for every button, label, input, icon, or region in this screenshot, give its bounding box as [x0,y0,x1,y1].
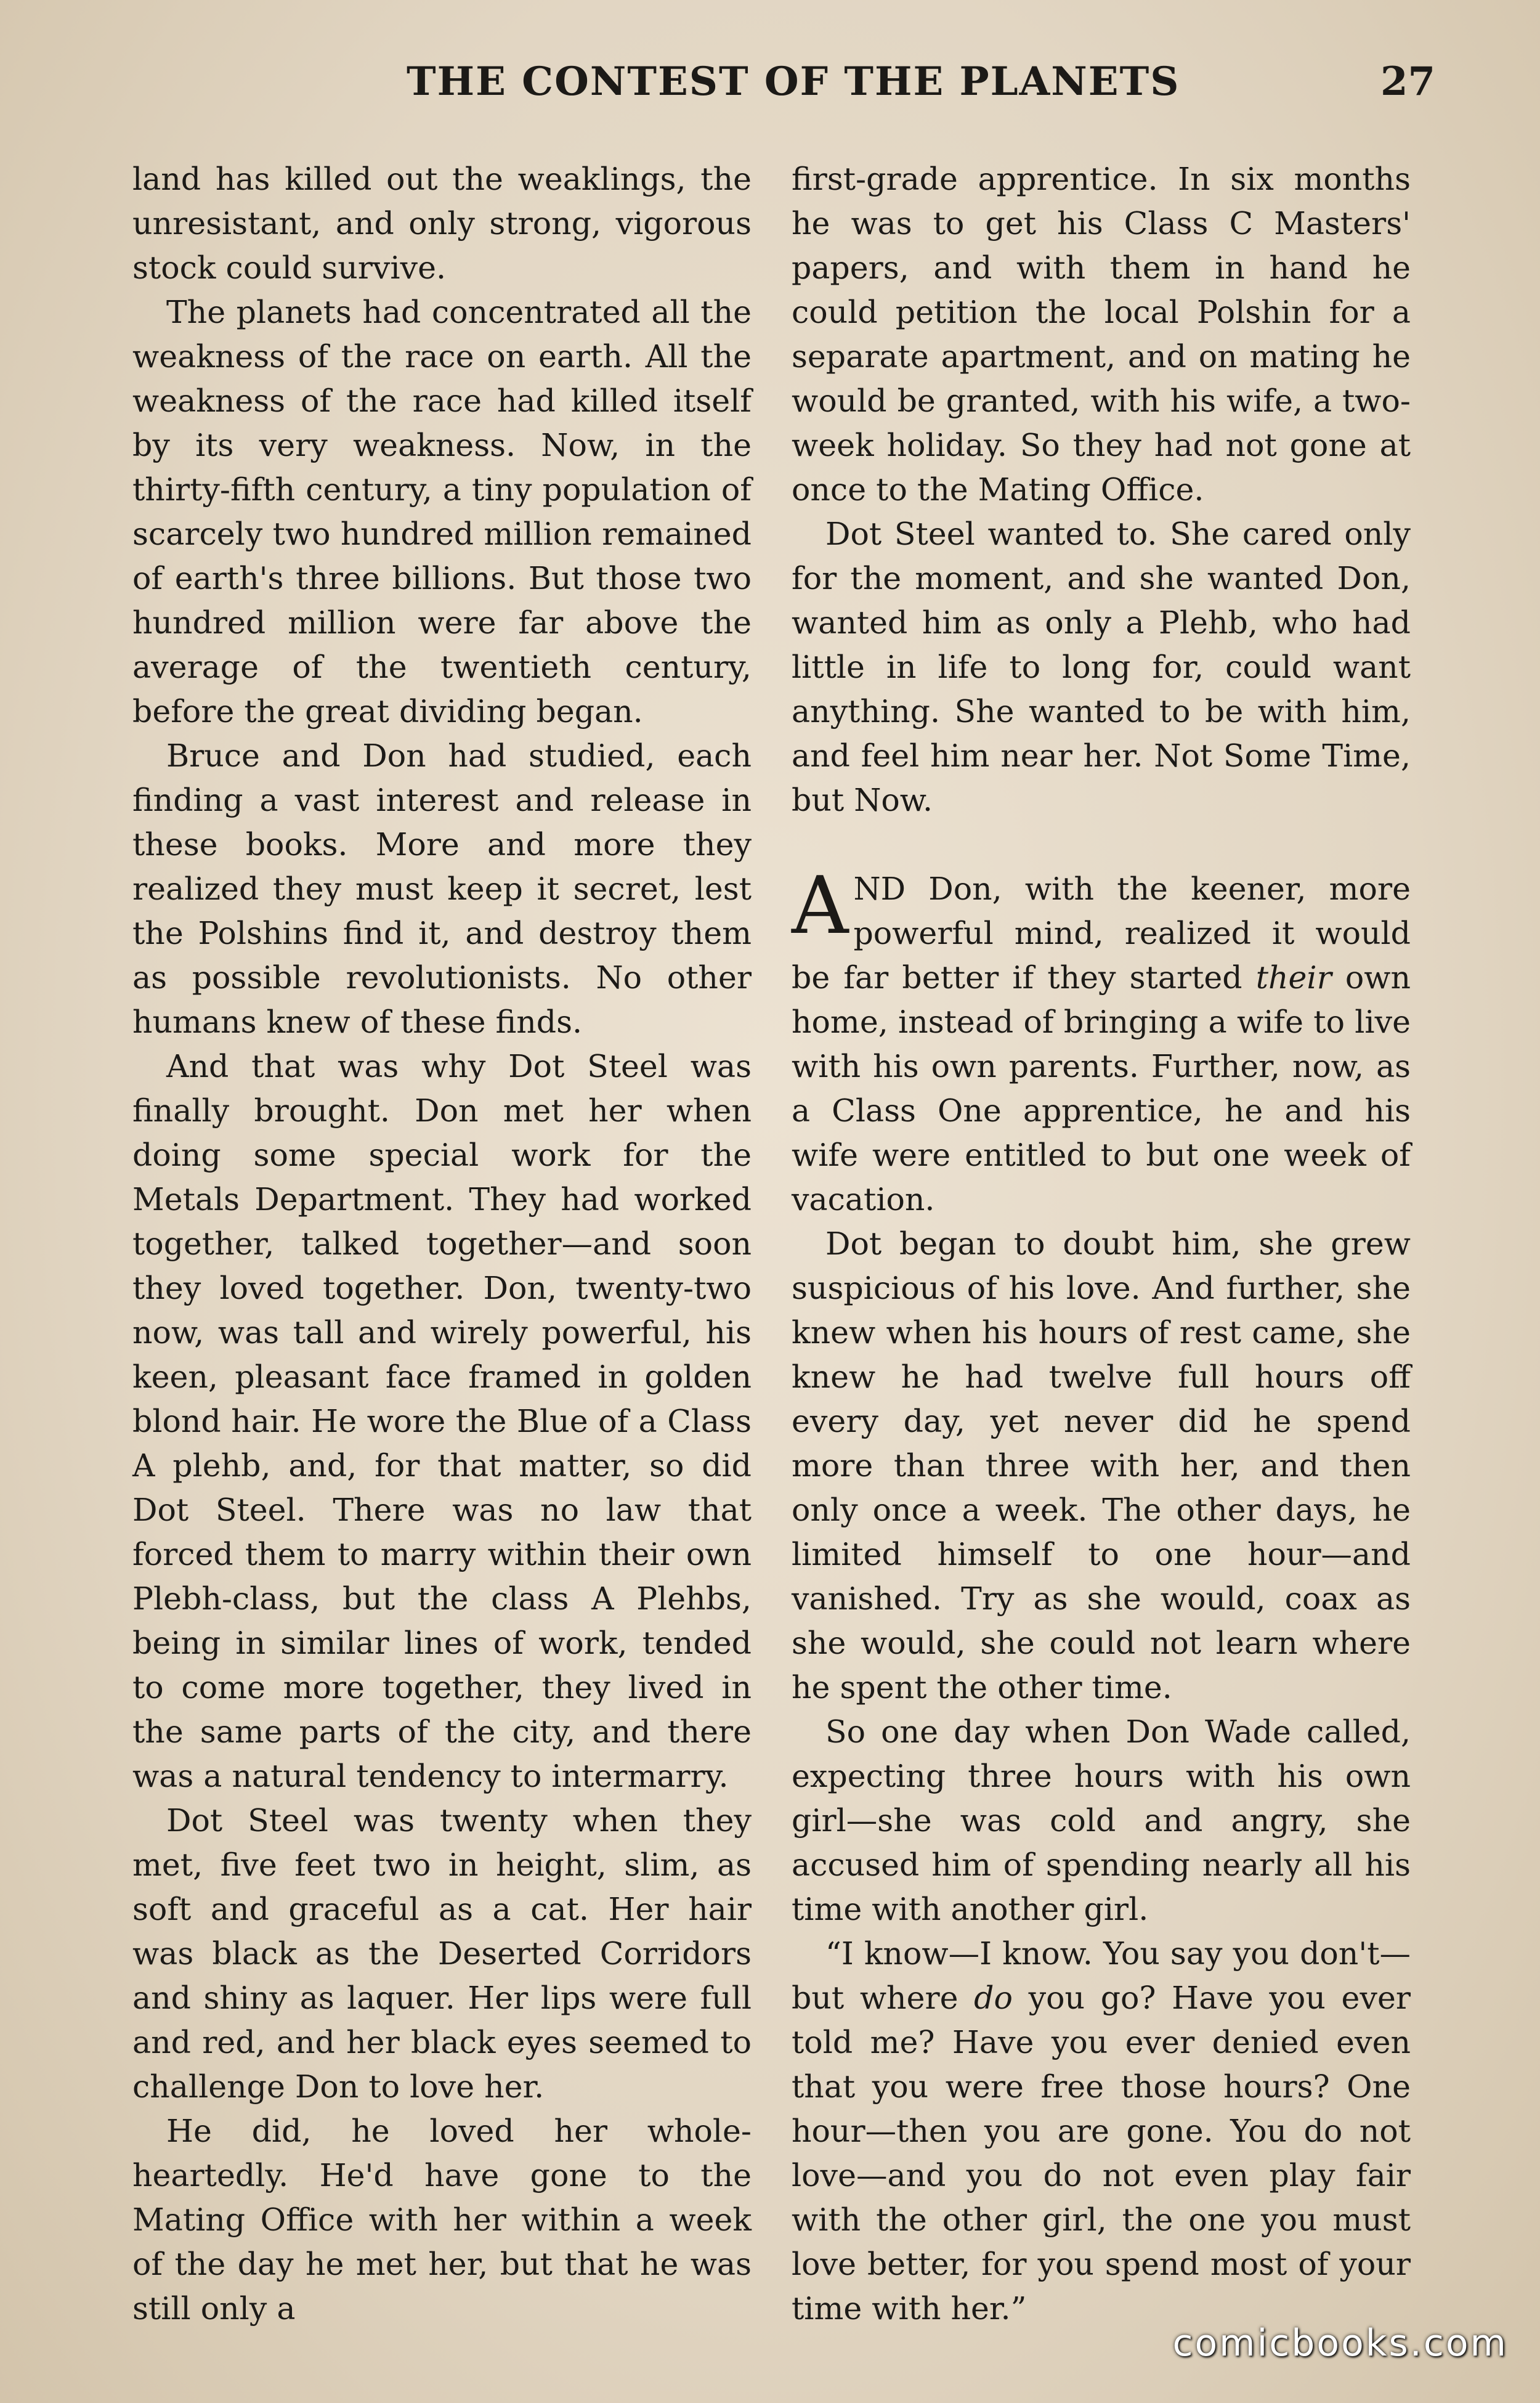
page-number: 27 [1380,59,1435,105]
paragraph: The planets had concentrated all the weakness of the race on earth. All the weakness of the race had killed itself by its very weakness. Now, in the thirty-fifth century, a tiny population of scarcely two hundred million remained of earth's three billions. But those two hundred million were far above the average of the twentieth century, before the great dividing began. [132,294,752,730]
left-column [132,157,752,2331]
paragraph: land has killed out the weaklings, the unresistant, and only strong, vigorous stock could survive. [132,161,752,286]
paragraph: Bruce and Don had studied, each finding a vast interest and release in these books. More and more they realized they must keep it secret, lest the Polshins find it, and destroy them as possible revolutionists. No other humans knew of these finds. [132,738,752,1040]
paragraph: Dot Steel wanted to. She cared only for the moment, and she wanted Don, wanted him as only a Plehb, who had little in life to long for, could want anything. She wanted to be with him, and feel him near her. Not Some Time, but Now. [792,516,1411,818]
dialogue-paragraph [792,1932,1411,2331]
emphasis: do [974,1980,1013,2016]
paragraph: He did, he loved her whole-heartedly. He'd have gone to the Mating Office with her within a week of the day he met her, but that he was still only a [132,2113,752,2327]
paragraph: Dot began to doubt him, she grew suspicious of his love. And further, she knew when his hours of rest came, she knew he had twelve full hours off every day, yet never did he spend more than three with her, and then only once a week. The other days, he limited himself to one hour—and vanished. Try as she would, coax as she would, she could not learn where he spent the other time. [792,1226,1411,1706]
running-header [407,59,1435,105]
paragraph: And that was why Dot Steel was finally brought. Don met her when doing some special work for the Metals Department. They had worked together, talked together—and soon they loved together. Don, twenty-two now, was tall and wirely powerful, his keen, pleasant face framed in golden blond hair. He wore the Blue of a Class A plehb, and, for that matter, so did Dot Steel. There was no law that forced them to marry within their own Plebh-class, but the class A Plehbs, being in similar lines of work, tended to come more together, they lived in the same parts of the city, and there was a natural tendency to intermarry. [132,1048,752,1794]
drop-cap: A [792,860,849,952]
paragraph: Dot Steel was twenty when they met, five feet two in height, slim, as soft and graceful as a cat. Her hair was black as the Deserted Corridors and shiny as laquer. Her lips were full and red, and her black eyes seemed to challenge Don to love her. [132,1802,752,2105]
text-run: own home, instead of bringing a wife to live with his own parents. Further, now, as a Class One apprentice, he and his wife were entitled to but one week of vacation. [792,959,1411,1218]
paragraph: So one day when Don Wade called, expecting three hours with his own girl—she was cold and angry, she accused him of spending nearly all his time with another girl. [792,1714,1411,1927]
section-start-paragraph [792,860,1411,1222]
running-title: THE CONTEST OF THE PLANETS [407,59,1180,105]
text-run: “I know—I know. You say you don't—but where [792,1935,1411,2016]
emphasis: their [1255,959,1332,996]
right-column [792,157,1411,2331]
watermark: comicbooks.com [1172,2322,1508,2365]
paragraph: first-grade apprentice. In six months he was to get his Class C Masters' papers, and with them in hand he could petition the local Polshin for a separate apartment, and on mating he would be granted, with his wife, a two-week holiday. So they had not gone at once to the Mating Office. [792,161,1411,508]
text-run: you go? Have you ever told me? Have you ever denied even that you were free those hours? One hour—then you are gone. You do not love—and you do not even play fair with the other girl, the one you must love better, for you spend most of your time with her.” [792,1980,1411,2327]
text-run: ND Don, with the keener, more powerful mind, realized it would be far better if they started [792,871,1411,996]
